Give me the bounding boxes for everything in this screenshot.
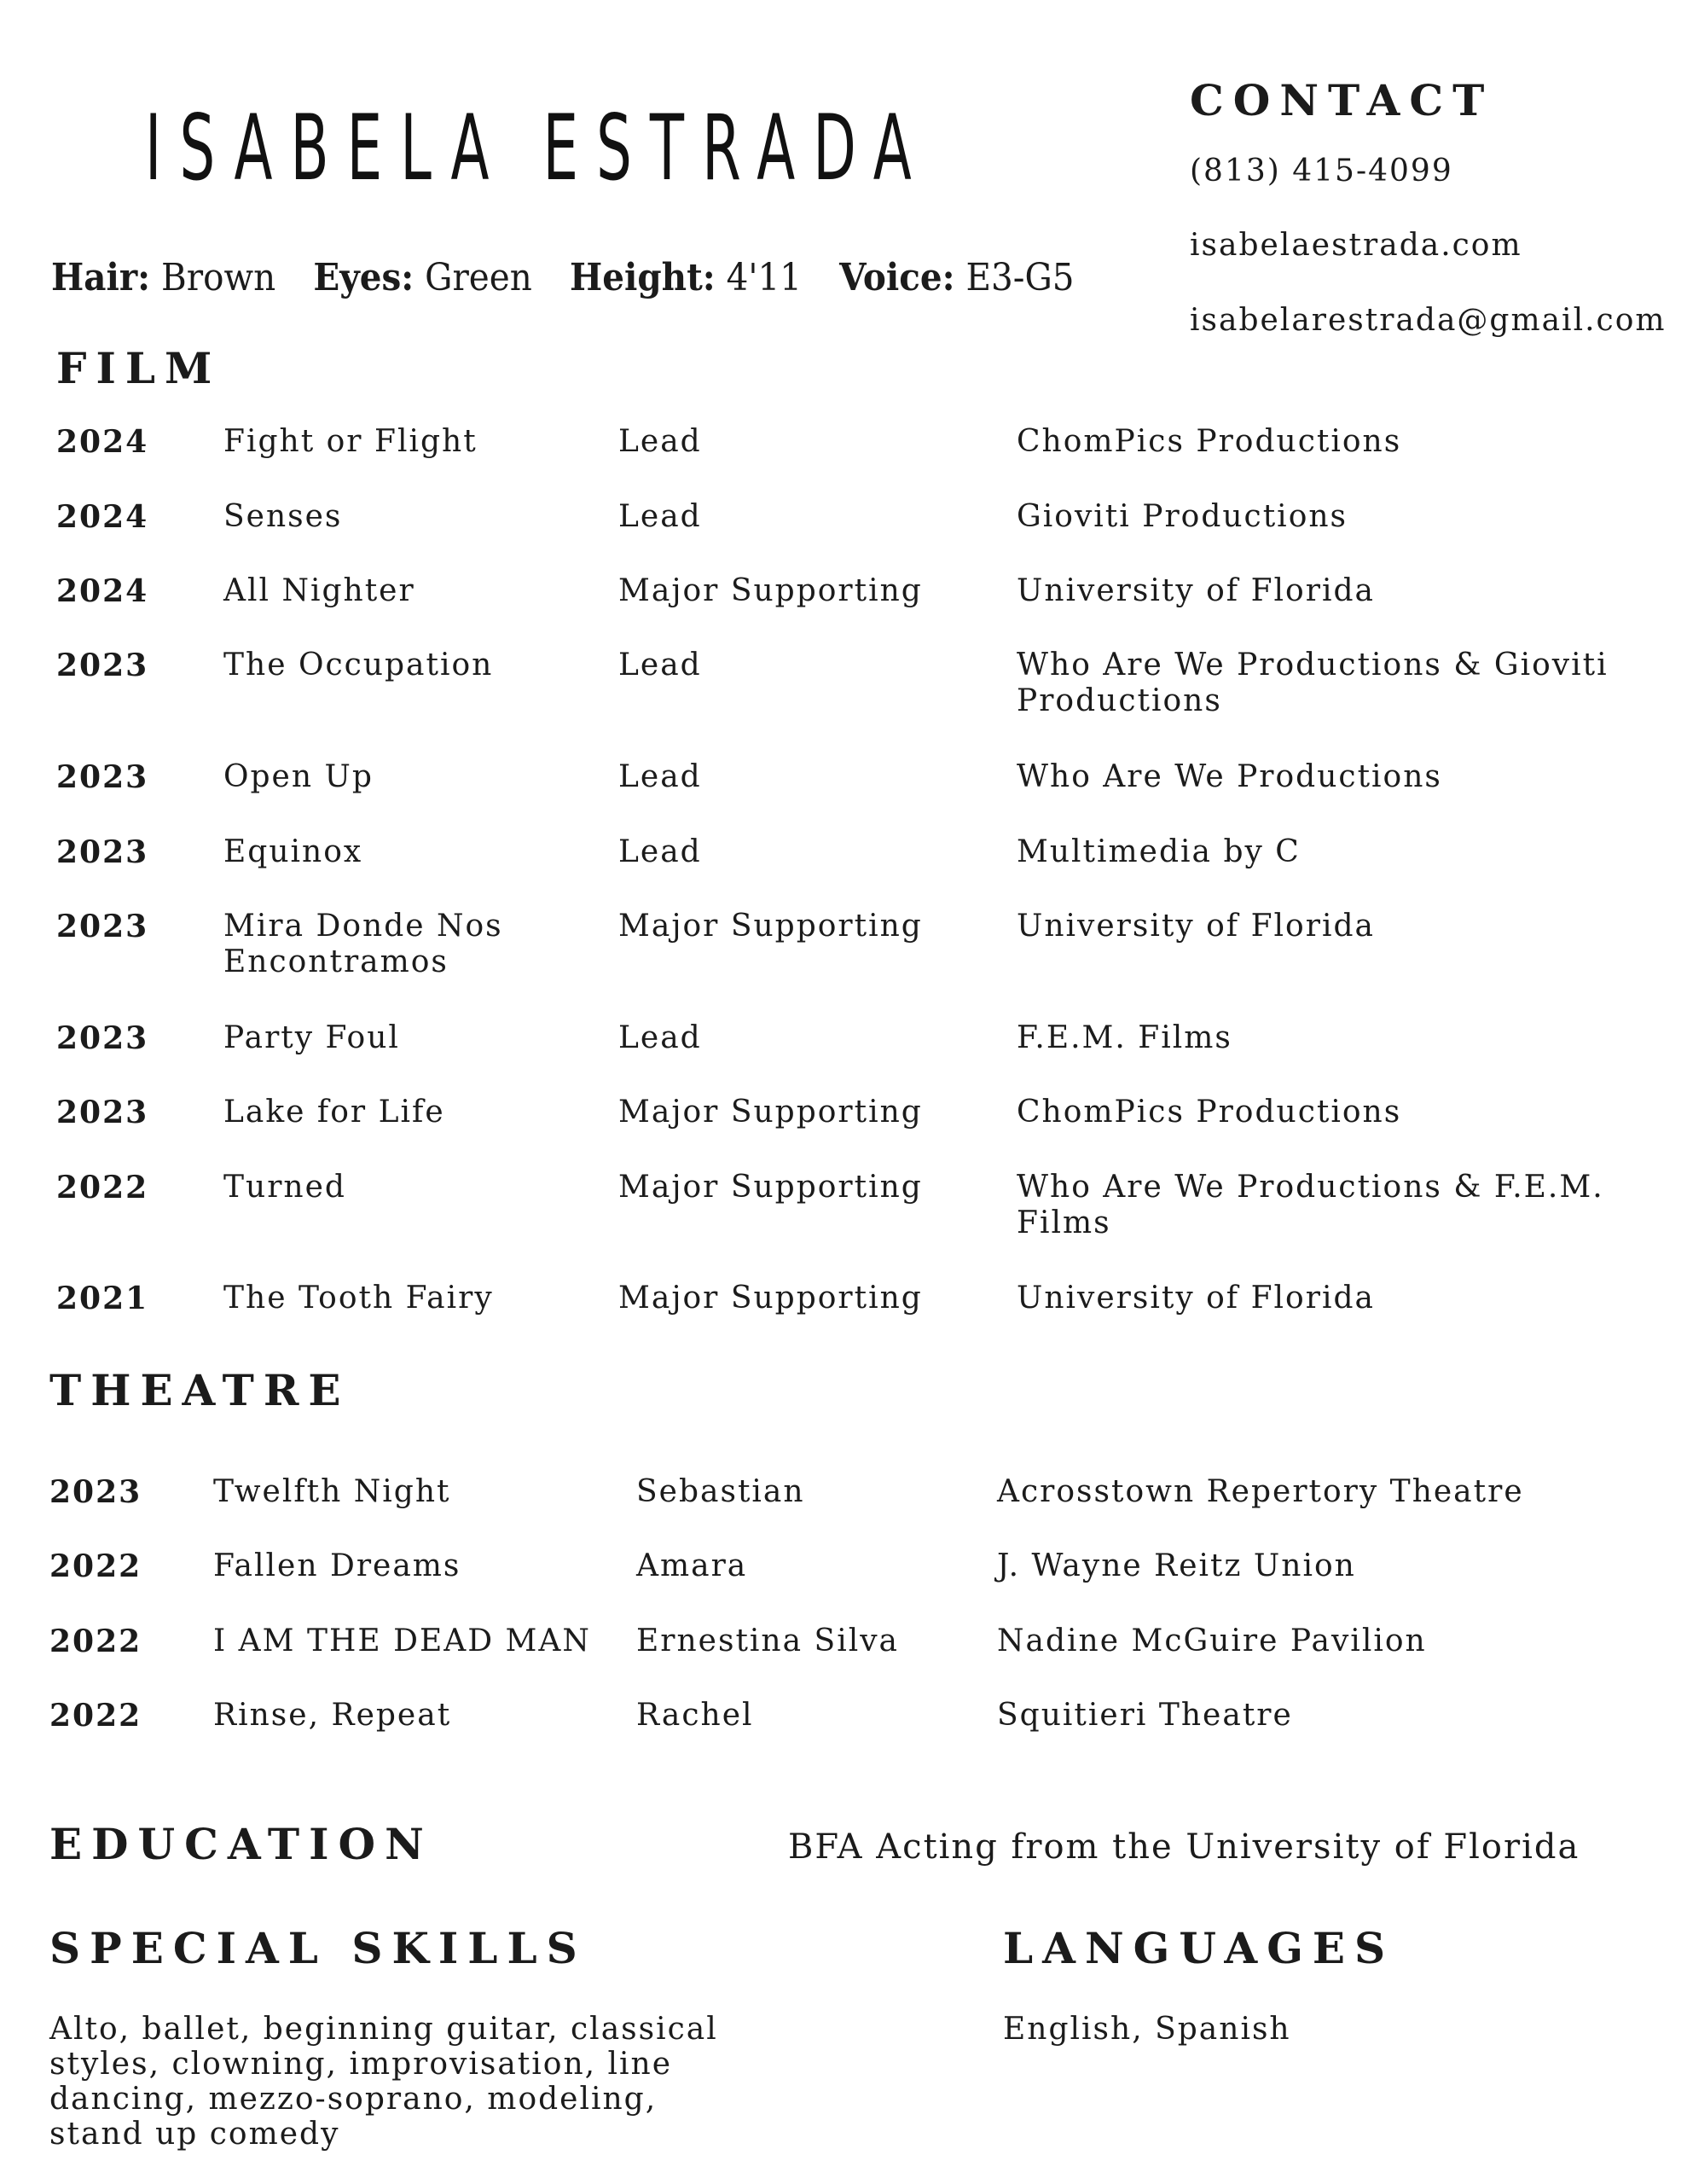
film-year: 2023 (56, 759, 149, 795)
film-role: Major Supporting (618, 1170, 923, 1205)
film-year: 2021 (56, 1281, 149, 1316)
film-year: 2023 (56, 648, 149, 683)
film-company: F.E.M. Films (1017, 1020, 1232, 1055)
theatre-year: 2022 (49, 1623, 142, 1659)
height-label: Height: (569, 256, 716, 299)
voice-label: Voice: (839, 256, 955, 299)
film-company: Gioviti Productions (1017, 499, 1348, 534)
theatre-role: Amara (636, 1548, 748, 1583)
eyes-label: Eyes: (313, 256, 415, 299)
film-title: Fight or Flight (223, 424, 478, 459)
film-title: Open Up (223, 759, 374, 794)
film-company: University of Florida (1017, 909, 1375, 944)
film-company: Who Are We Productions & Gioviti Productions (1017, 648, 1609, 718)
languages-text: English, Spanish (1003, 2012, 1291, 2047)
film-company: University of Florida (1017, 573, 1375, 608)
education-text: BFA Acting from the University of Florida (788, 1827, 1580, 1867)
skills-heading: SPECIAL SKILLS (49, 1923, 587, 1973)
film-year: 2023 (56, 1095, 149, 1130)
physical-stats (51, 256, 1075, 299)
film-company: ChomPics Productions (1017, 1095, 1402, 1130)
education-heading: EDUCATION (49, 1819, 433, 1869)
film-title: Turned (223, 1170, 346, 1205)
film-year: 2023 (56, 909, 149, 944)
theatre-title: Rinse, Repeat (213, 1698, 452, 1733)
theatre-role: Sebastian (636, 1474, 805, 1509)
height-value: 4'11 (726, 256, 802, 299)
film-role: Lead (618, 424, 702, 459)
theatre-company: Squitieri Theatre (997, 1698, 1293, 1733)
theatre-year: 2023 (49, 1474, 142, 1510)
theatre-company: Acrosstown Repertory Theatre (997, 1474, 1524, 1509)
film-role: Major Supporting (618, 1095, 923, 1130)
theatre-role: Rachel (636, 1698, 754, 1733)
theatre-company: Nadine McGuire Pavilion (997, 1623, 1427, 1658)
film-role: Major Supporting (618, 1281, 923, 1316)
eyes-value: Green (425, 256, 532, 299)
film-role: Lead (618, 499, 702, 534)
film-company: Who Are We Productions & F.E.M. Films (1017, 1170, 1604, 1240)
film-company: Who Are We Productions (1017, 759, 1442, 794)
film-year: 2023 (56, 1020, 149, 1056)
film-company: University of Florida (1017, 1281, 1375, 1316)
performer-name: ISABELA ESTRADA (145, 96, 930, 200)
languages-heading: LANGUAGES (1003, 1923, 1395, 1973)
contact-heading: CONTACT (1190, 75, 1494, 125)
hair-label: Hair: (51, 256, 151, 299)
film-title: Equinox (223, 834, 363, 869)
theatre-company: J. Wayne Reitz Union (997, 1548, 1356, 1583)
theatre-year: 2022 (49, 1698, 142, 1734)
film-role: Lead (618, 759, 702, 794)
theatre-role: Ernestina Silva (636, 1623, 900, 1658)
film-title: Senses (223, 499, 343, 534)
theatre-title: Fallen Dreams (213, 1548, 461, 1583)
film-title: Mira Donde Nos Encontramos (223, 909, 503, 979)
film-year: 2024 (56, 573, 149, 609)
film-year: 2024 (56, 424, 149, 460)
film-year: 2024 (56, 499, 149, 535)
theatre-year: 2022 (49, 1548, 142, 1584)
film-title: The Tooth Fairy (223, 1281, 494, 1316)
film-year: 2022 (56, 1170, 149, 1205)
film-title: The Occupation (223, 648, 494, 682)
theatre-title: I AM THE DEAD MAN (213, 1623, 591, 1658)
film-title: All Nighter (223, 573, 415, 608)
contact-phone[interactable]: (813) 415-4099 (1190, 154, 1453, 189)
film-title: Lake for Life (223, 1095, 445, 1130)
film-year: 2023 (56, 834, 149, 870)
film-role: Major Supporting (618, 573, 923, 608)
contact-website[interactable]: isabelaestrada.com (1190, 228, 1522, 263)
film-company: Multimedia by C (1017, 834, 1301, 869)
film-role: Major Supporting (618, 909, 923, 944)
film-company: ChomPics Productions (1017, 424, 1402, 459)
hair-value: Brown (161, 256, 276, 299)
theatre-heading: THEATRE (49, 1365, 351, 1415)
voice-value: E3-G5 (965, 256, 1075, 299)
theatre-title: Twelfth Night (213, 1474, 451, 1509)
film-role: Lead (618, 1020, 702, 1055)
film-role: Lead (618, 648, 702, 682)
film-title: Party Foul (223, 1020, 400, 1055)
skills-text: Alto, ballet, beginning guitar, classical styles, clowning, improvisation, line dancing, mezzo-soprano, modeling, stand up comedy (49, 2012, 718, 2152)
film-heading: FILM (56, 343, 222, 393)
contact-email[interactable]: isabelarestrada@gmail.com (1190, 303, 1667, 338)
film-role: Lead (618, 834, 702, 869)
